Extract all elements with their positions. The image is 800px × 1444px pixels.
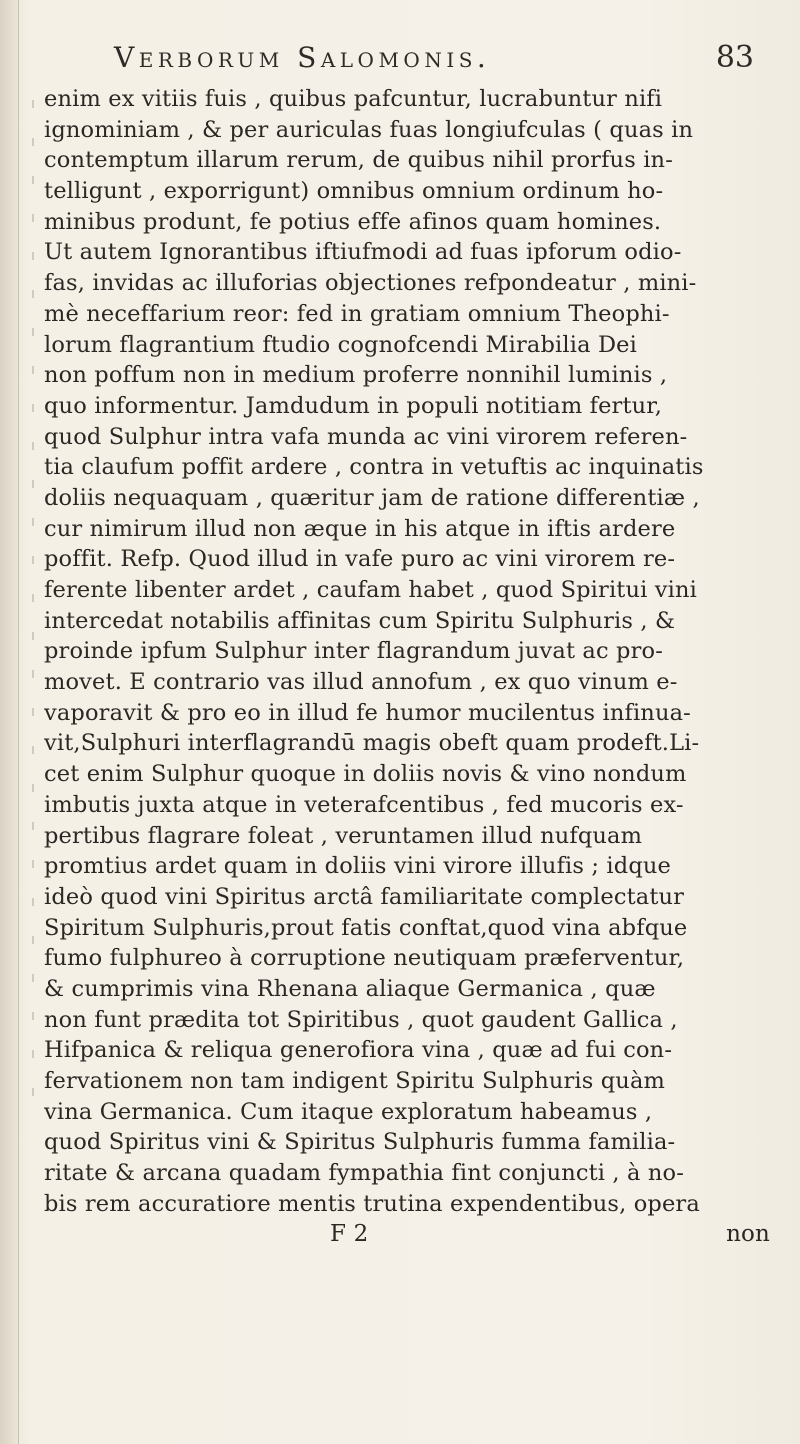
text-line: pertibus flagrare foleat , veruntamen illud nufquam xyxy=(44,822,643,849)
text-line: fas, invidas ac illuforias objectiones refpondeatur , mini- xyxy=(44,270,697,297)
text-line: intercedat notabilis affinitas cum Spiritu Sulphuris , & xyxy=(44,607,676,634)
body-text xyxy=(44,84,774,1250)
text-line: quod Sulphur intra vafa munda ac vini virorem referen- xyxy=(44,423,688,450)
text-line: ritate & arcana quadam fympathia fint conjuncti , à no- xyxy=(44,1160,684,1187)
page-number: 83 xyxy=(715,40,754,75)
text-line: telligunt , exporrigunt) omnibus omnium ordinum ho- xyxy=(44,178,664,205)
catchword: non xyxy=(726,1221,770,1248)
text-line: Ut autem Ignorantibus iftiufmodi ad fuas ipforum odio- xyxy=(44,239,682,266)
text-line: Hifpanica & reliqua generofiora vina , quæ ad fui con- xyxy=(44,1037,673,1064)
text-line: Spiritum Sulphuris,prout fatis conftat,quod vina abfque xyxy=(44,914,688,941)
text-line: quo informentur. Jamdudum in populi notitiam fertur, xyxy=(44,392,663,419)
running-head: Verborum Salomonis. xyxy=(114,41,491,74)
text-line: lorum flagrantium ftudio cognofcendi Mirabilia Dei xyxy=(44,331,637,358)
text-line: fervationem non tam indigent Spiritu Sulphuris quàm xyxy=(44,1068,665,1094)
text-line: minibus produnt, fe potius effe afinos quam homines. xyxy=(44,208,662,235)
text-line: movet. E contrario vas illud annofum , ex quo vinum e- xyxy=(44,669,678,696)
margin-rule xyxy=(32,100,34,1110)
text-line: ideò quod vini Spiritus arctâ familiaritate complectatur xyxy=(44,883,685,910)
text-line: vit,Sulphuri interflagrandū magis obeft quam prodeft.Li- xyxy=(44,730,700,757)
text-line: ignominiam , & per auriculas fuas longiufculas ( quas in xyxy=(44,116,694,143)
text-line: quod Spiritus vini & Spiritus Sulphuris fumma familia- xyxy=(44,1129,676,1156)
text-line: cur nimirum illud non æque in his atque in iftis ardere xyxy=(44,515,676,542)
text-line: bis rem accuratiore mentis trutina expendentibus, opera xyxy=(44,1190,700,1217)
text-line: vina Germanica. Cum itaque exploratum habeamus , xyxy=(44,1098,653,1125)
text-line: doliis nequaquam , quæritur jam de ratione differentiæ , xyxy=(44,484,700,511)
text-line: & cumprimis vina Rhenana aliaque Germanica , quæ xyxy=(44,975,656,1002)
signature-mark: F 2 xyxy=(330,1221,369,1248)
page-gutter xyxy=(0,0,19,1444)
text-line: non poffum non in medium proferre nonnihil luminis , xyxy=(44,362,668,389)
text-line: ferente libenter ardet , caufam habet , quod Spiritui vini xyxy=(44,577,697,603)
text-line: imbutis juxta atque in veterafcentibus , fed mucoris ex- xyxy=(44,791,684,818)
text-line: non funt prædita tot Spiritibus , quot gaudent Gallica , xyxy=(44,1006,678,1033)
text-line: vaporavit & pro eo in illud fe humor mucilentus infinua- xyxy=(44,699,691,726)
text-line: fumo fulphureo à corruptione neutiquam præferventur, xyxy=(44,945,685,972)
text-line: cet enim Sulphur quoque in doliis novis & vino nondum xyxy=(44,761,687,788)
text-line: enim ex vitiis fuis , quibus pafcuntur, lucrabuntur nifi xyxy=(44,86,663,112)
text-line: contemptum illarum rerum, de quibus nihil prorfus in- xyxy=(44,147,673,174)
page-footer xyxy=(44,1219,770,1250)
text-line: poffit. Refp. Quod illud in vafe puro ac vini virorem re- xyxy=(44,546,676,573)
text-line: promtius ardet quam in doliis vini virore illufis ; idque xyxy=(44,853,671,880)
text-line: mè neceffarium reor: fed in gratiam omnium Theophi- xyxy=(44,300,670,327)
text-line: proinde ipfum Sulphur inter flagrandum juvat ac pro- xyxy=(44,638,663,665)
text-line: tia claufum poffit ardere , contra in vetuftis ac inquinatis xyxy=(44,454,704,481)
